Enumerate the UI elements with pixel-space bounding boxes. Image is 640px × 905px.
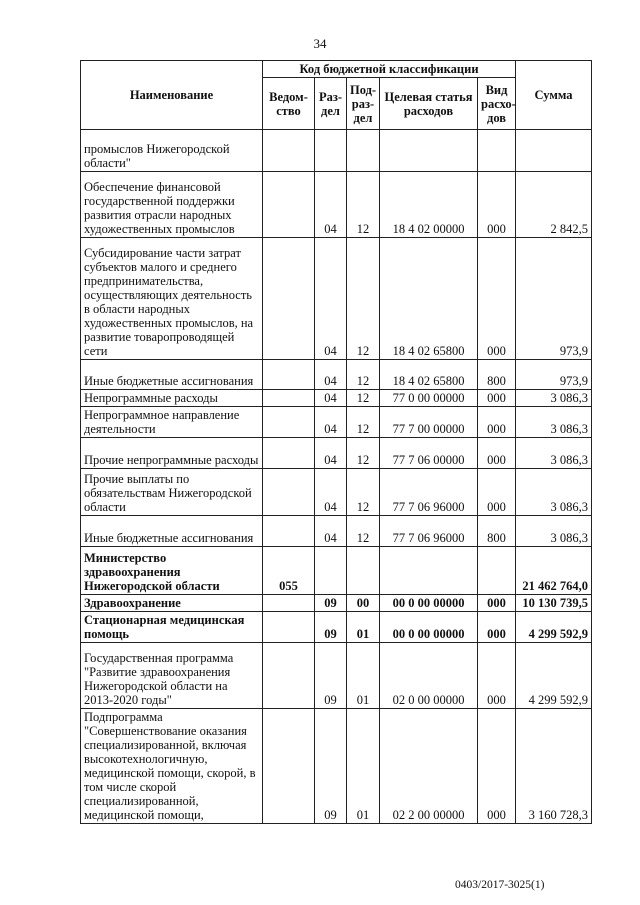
cell-sum: 973,9 bbox=[516, 238, 592, 360]
cell-pr bbox=[347, 130, 380, 172]
cell-sum: 3 086,3 bbox=[516, 469, 592, 516]
cell-cs: 77 0 00 00000 bbox=[380, 390, 478, 407]
cell-sum: 3 086,3 bbox=[516, 407, 592, 438]
table-row bbox=[81, 390, 592, 407]
budget-table bbox=[80, 60, 592, 824]
header-name: Наименование bbox=[81, 61, 263, 130]
cell-rz: 09 bbox=[315, 643, 347, 709]
header-celevaya-statya: Целевая статья расходов bbox=[380, 78, 478, 130]
cell-sum: 21 462 764,0 bbox=[516, 547, 592, 595]
table-body bbox=[81, 130, 592, 824]
cell-ved bbox=[263, 438, 315, 469]
table-row bbox=[81, 130, 592, 172]
cell-pr: 12 bbox=[347, 360, 380, 390]
cell-cs: 18 4 02 65800 bbox=[380, 360, 478, 390]
cell-vr: 000 bbox=[478, 595, 516, 612]
cell-vr: 000 bbox=[478, 238, 516, 360]
cell-cs: 77 7 06 96000 bbox=[380, 469, 478, 516]
cell-pr bbox=[347, 547, 380, 595]
cell-sum: 4 299 592,9 bbox=[516, 643, 592, 709]
cell-name: Непрограммные расходы bbox=[81, 390, 263, 407]
cell-vr bbox=[478, 547, 516, 595]
cell-ved bbox=[263, 709, 315, 824]
table-row bbox=[81, 438, 592, 469]
cell-pr: 12 bbox=[347, 469, 380, 516]
cell-sum: 3 160 728,3 bbox=[516, 709, 592, 824]
cell-pr: 12 bbox=[347, 238, 380, 360]
cell-name: Субсидирование части затрат субъектов малого и среднего предпринимательства, осуществляющих деятельность в области народных художественных промыслов, на развитие товаропроводящей сети bbox=[81, 238, 263, 360]
cell-name: Государственная программа "Развитие здравоохранения Нижегородской области на 2013-2020 годы" bbox=[81, 643, 263, 709]
cell-sum: 3 086,3 bbox=[516, 390, 592, 407]
cell-ved bbox=[263, 130, 315, 172]
cell-pr: 12 bbox=[347, 390, 380, 407]
cell-ved bbox=[263, 516, 315, 547]
cell-sum bbox=[516, 130, 592, 172]
table-row bbox=[81, 643, 592, 709]
cell-rz: 04 bbox=[315, 516, 347, 547]
cell-rz: 09 bbox=[315, 595, 347, 612]
cell-pr: 01 bbox=[347, 612, 380, 643]
cell-rz bbox=[315, 130, 347, 172]
cell-pr: 12 bbox=[347, 516, 380, 547]
table-row bbox=[81, 595, 592, 612]
cell-cs: 18 4 02 00000 bbox=[380, 172, 478, 238]
cell-cs: 77 7 06 00000 bbox=[380, 438, 478, 469]
table-row bbox=[81, 516, 592, 547]
cell-ved bbox=[263, 238, 315, 360]
cell-pr: 12 bbox=[347, 172, 380, 238]
header-razdel: Раз-дел bbox=[315, 78, 347, 130]
cell-cs: 00 0 00 00000 bbox=[380, 612, 478, 643]
cell-cs bbox=[380, 130, 478, 172]
cell-vr: 000 bbox=[478, 390, 516, 407]
cell-sum: 3 086,3 bbox=[516, 438, 592, 469]
table-row bbox=[81, 238, 592, 360]
cell-ved: 055 bbox=[263, 547, 315, 595]
cell-name: Обеспечение финансовой государственной поддержки развития отрасли народных художественных промыслов bbox=[81, 172, 263, 238]
cell-name: Иные бюджетные ассигнования bbox=[81, 360, 263, 390]
header-podrazdel: Под-раз-дел bbox=[347, 78, 380, 130]
document-code: 0403/2017-3025(1) bbox=[455, 879, 545, 891]
cell-cs: 18 4 02 65800 bbox=[380, 238, 478, 360]
cell-name: Непрограммное направление деятельности bbox=[81, 407, 263, 438]
cell-ved bbox=[263, 643, 315, 709]
cell-name: Министерство здравоохранения Нижегородской области bbox=[81, 547, 263, 595]
cell-vr: 000 bbox=[478, 612, 516, 643]
cell-cs: 77 7 00 00000 bbox=[380, 407, 478, 438]
header-vid-rashodov: Вид расхо-дов bbox=[478, 78, 516, 130]
cell-name: промыслов Нижегородской области" bbox=[81, 130, 263, 172]
cell-ved bbox=[263, 390, 315, 407]
cell-cs: 02 2 00 00000 bbox=[380, 709, 478, 824]
cell-vr: 000 bbox=[478, 643, 516, 709]
cell-vr: 000 bbox=[478, 172, 516, 238]
cell-vr: 000 bbox=[478, 709, 516, 824]
cell-rz: 04 bbox=[315, 360, 347, 390]
cell-vr: 800 bbox=[478, 516, 516, 547]
cell-vr: 000 bbox=[478, 407, 516, 438]
page-number: 34 bbox=[313, 36, 327, 51]
cell-rz: 04 bbox=[315, 407, 347, 438]
cell-sum: 4 299 592,9 bbox=[516, 612, 592, 643]
header-classification-code: Код бюджетной классификации bbox=[263, 61, 516, 78]
cell-sum: 10 130 739,5 bbox=[516, 595, 592, 612]
header-sum: Сумма bbox=[516, 61, 592, 130]
cell-pr: 12 bbox=[347, 407, 380, 438]
cell-cs: 77 7 06 96000 bbox=[380, 516, 478, 547]
cell-rz: 04 bbox=[315, 172, 347, 238]
cell-name: Прочие непрограммные расходы bbox=[81, 438, 263, 469]
cell-ved bbox=[263, 612, 315, 643]
table-row bbox=[81, 547, 592, 595]
cell-cs bbox=[380, 547, 478, 595]
cell-rz: 04 bbox=[315, 390, 347, 407]
cell-rz: 09 bbox=[315, 709, 347, 824]
cell-name: Подпрограмма "Совершенствование оказания специализированной, включая высокотехнологичную, медицинской помощи, скорой, в том числе скорой специализированной, медицинской помощи, bbox=[81, 709, 263, 824]
table-row bbox=[81, 469, 592, 516]
cell-sum: 3 086,3 bbox=[516, 516, 592, 547]
cell-ved bbox=[263, 172, 315, 238]
cell-sum: 973,9 bbox=[516, 360, 592, 390]
cell-rz bbox=[315, 547, 347, 595]
cell-vr: 800 bbox=[478, 360, 516, 390]
cell-ved bbox=[263, 407, 315, 438]
header-vedomstvo: Ведом-ство bbox=[263, 78, 315, 130]
cell-ved bbox=[263, 360, 315, 390]
cell-vr bbox=[478, 130, 516, 172]
cell-rz: 04 bbox=[315, 438, 347, 469]
cell-vr: 000 bbox=[478, 469, 516, 516]
cell-ved bbox=[263, 469, 315, 516]
cell-cs: 02 0 00 00000 bbox=[380, 643, 478, 709]
cell-name: Прочие выплаты по обязательствам Нижегородской области bbox=[81, 469, 263, 516]
cell-rz: 04 bbox=[315, 469, 347, 516]
cell-vr: 000 bbox=[478, 438, 516, 469]
table-row bbox=[81, 360, 592, 390]
cell-name: Стационарная медицинская помощь bbox=[81, 612, 263, 643]
cell-pr: 12 bbox=[347, 438, 380, 469]
table-row bbox=[81, 172, 592, 238]
cell-cs: 00 0 00 00000 bbox=[380, 595, 478, 612]
cell-name: Иные бюджетные ассигнования bbox=[81, 516, 263, 547]
table-row bbox=[81, 709, 592, 824]
cell-pr: 01 bbox=[347, 643, 380, 709]
cell-pr: 00 bbox=[347, 595, 380, 612]
cell-name: Здравоохранение bbox=[81, 595, 263, 612]
table-row bbox=[81, 407, 592, 438]
cell-sum: 2 842,5 bbox=[516, 172, 592, 238]
cell-rz: 04 bbox=[315, 238, 347, 360]
table-row bbox=[81, 612, 592, 643]
cell-pr: 01 bbox=[347, 709, 380, 824]
cell-ved bbox=[263, 595, 315, 612]
cell-rz: 09 bbox=[315, 612, 347, 643]
